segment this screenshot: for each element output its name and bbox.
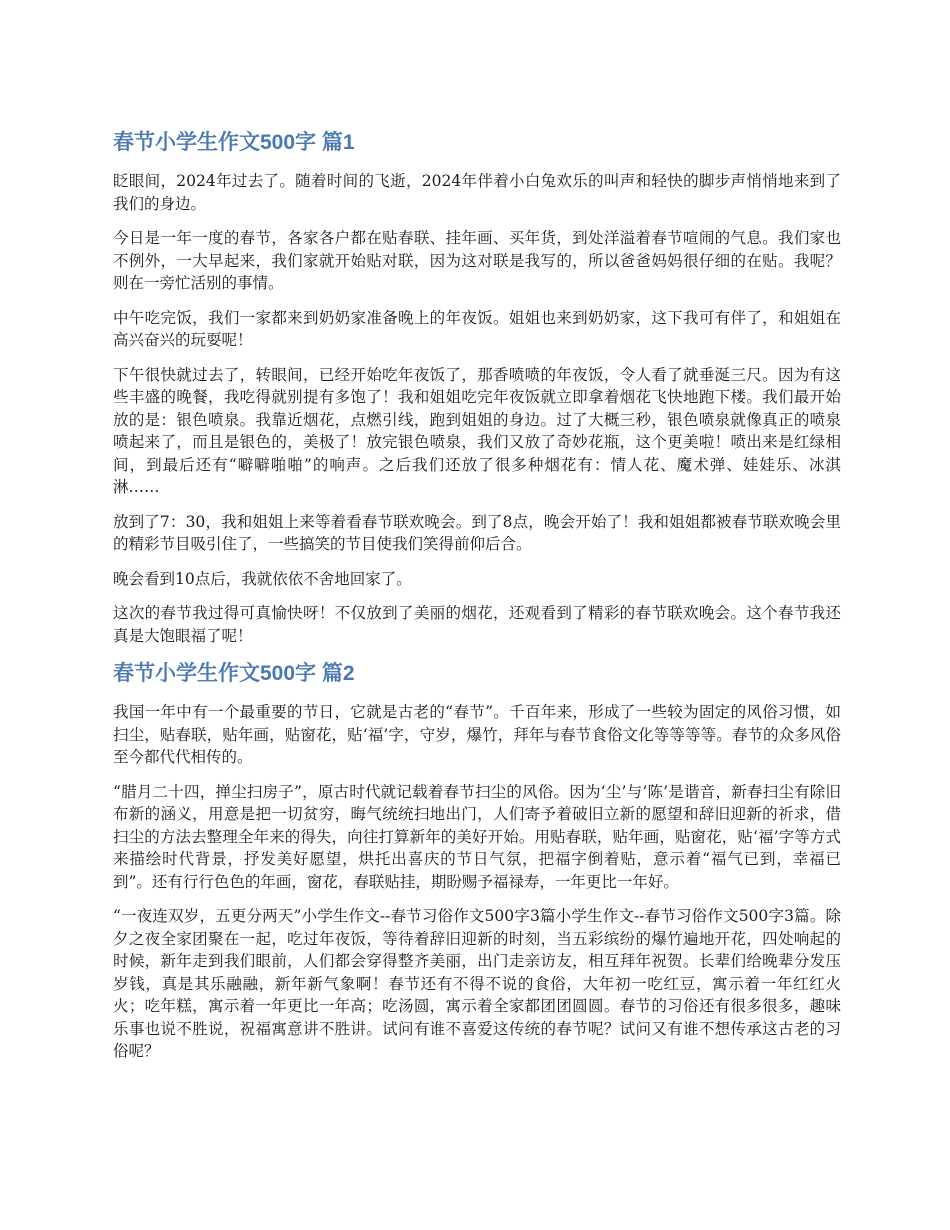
article-2: [113, 659, 841, 1063]
paragraph: 今日是一年一度的春节，各家各户都在贴春联、挂年画、买年货，到处洋溢着春节喧闹的气息。我们家也不例外，一大早起来，我们家就开始贴对联，因为这对联是我写的，所以爸爸妈妈很仔细的在贴。我呢？则在一旁忙活别的事情。: [113, 229, 841, 292]
paragraph: 晚会看到10点后，我就依依不舍地回家了。: [113, 569, 412, 588]
article-1: [113, 128, 841, 647]
paragraph: 我国一年中有一个最重要的节日，它就是古老的“春节”。千百年来，形成了一些较为固定的风俗习惯，如扫尘，贴春联，贴年画，贴窗花，贴‘福’字，守岁，爆竹，拜年与春节食俗文化等等等等。春节的众多风俗至今都代代相传的。: [113, 703, 841, 766]
article-title: 春节小学生作文500字 篇2: [113, 662, 355, 685]
paragraph: 眨眼间，2024年过去了。随着时间的飞逝，2024年伴着小白兔欢乐的叫声和轻快的脚步声悄悄地来到了我们的身边。: [113, 172, 841, 213]
paragraph: 中午吃完饭，我们一家都来到奶奶家准备晚上的年夜饭。姐姐也来到奶奶家，这下我可有伴了，和姐姐在高兴奋兴的玩耍呢！: [113, 308, 841, 349]
paragraph: 这次的春节我过得可真愉快呀！不仅放到了美丽的烟花，还观看到了精彩的春节联欢晚会。这个春节我还真是大饱眼福了呢！: [113, 604, 841, 645]
article-title: 春节小学生作文500字 篇1: [113, 131, 355, 154]
paragraph: 下午很快就过去了，转眼间，已经开始吃年夜饭了，那香喷喷的年夜饭，令人看了就垂涎三尺。因为有这些丰盛的晚餐，我吃得就别提有多饱了！我和姐姐吃完年夜饭就立即拿着烟花飞快地跑下楼。我们最开始放的是：银色喷泉。我靠近烟花，点燃引线，跑到姐姐的身边。过了大概三秒，银色喷泉就像真正的喷泉喷起来了，而且是银色的，美极了！放完银色喷泉，我们又放了奇妙花瓶，这个更美啦！喷出来是红绿相间，到最后还有“噼噼啪啪”的响声。之后我们还放了很多种烟花有：情人花、魔术弹、娃娃乐、冰淇淋……: [113, 365, 841, 496]
document-page: [113, 128, 841, 1075]
paragraph: “一夜连双岁，五更分两天”小学生作文--春节习俗作文500字3篇小学生作文--春节习俗作文500字3篇。除夕之夜全家团聚在一起，吃过年夜饭，等待着辞旧迎新的时刻，当五彩缤纷的爆竹遍地开花，四处响起的时候，新年走到我们眼前，人们都会穿得整齐美丽，出门走亲访友，相互拜年祝贺。长辈们给晚辈分发压岁钱，真是其乐融融，新年新气象啊！春节还有不得不说的食俗，大年初一吃红豆，寓示着一年红红火火；吃年糕，寓示着一年更比一年高；吃汤圆，寓示着全家都团团圆圆。春节的习俗还有很多很多，趣味乐事也说不胜说，祝福寓意讲不胜讲。试问有谁不喜爱这传统的春节呢？试问又有谁不想传承这古老的习俗呢？: [113, 907, 841, 1060]
paragraph: 放到了7：30，我和姐姐上来等着看春节联欢晚会。到了8点，晚会开始了！我和姐姐都被春节联欢晚会里的精彩节目吸引住了，一些搞笑的节目使我们笑得前仰后合。: [113, 512, 841, 553]
paragraph: “腊月二十四，掸尘扫房子”，原古时代就记载着春节扫尘的风俗。因为‘尘’与‘陈’是谐音，新春扫尘有除旧布新的涵义，用意是把一切贫穷，晦气统统扫地出门，人们寄予着破旧立新的愿望和辞旧迎新的祈求，借扫尘的方法去整理全年来的得失，向往打算新年的美好开始。用贴春联，贴年画，贴窗花，贴‘福’字等方式来描绘时代背景，抒发美好愿望，烘托出喜庆的节日气氛，把福字倒着贴，意示着“福气已到，幸福已到”。还有行行色色的年画，窗花，春联贴挂，期盼赐予福禄寿，一年更比一年好。: [113, 782, 841, 891]
